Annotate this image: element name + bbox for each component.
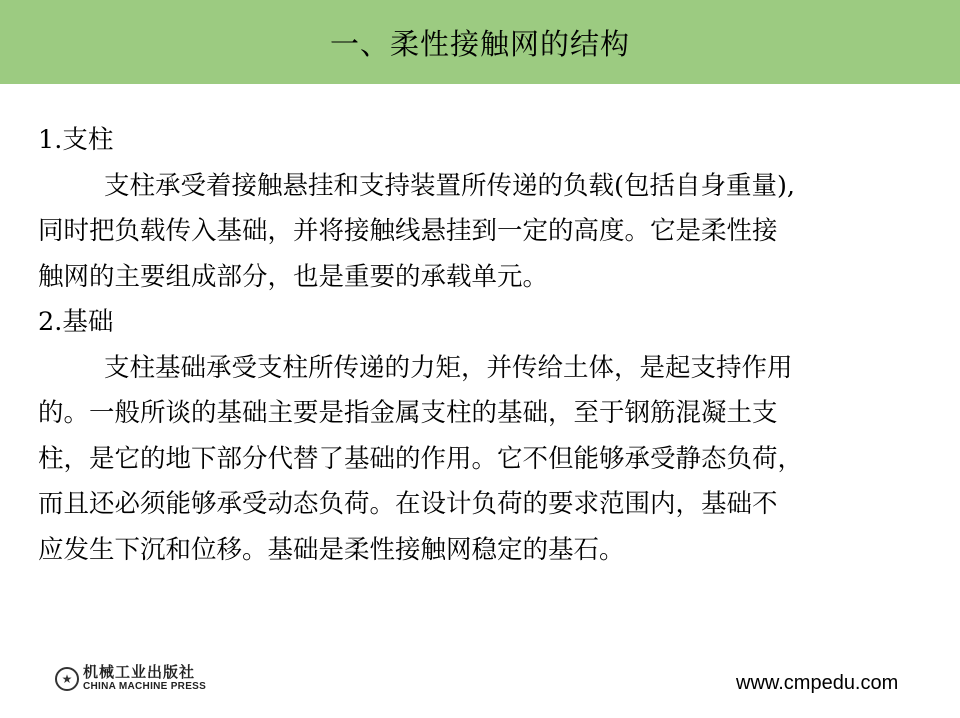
paragraph-line: 而且还必须能够承受动态负荷。在设计负荷的要求范围内，基础不 <box>38 489 778 519</box>
website-url: www.cmpedu.com <box>736 672 899 694</box>
publisher-logo <box>55 664 206 693</box>
paragraph-line: 的。一般所谈的基础主要是指金属支柱的基础，至于钢筋混凝土支 <box>38 398 778 428</box>
paragraph-line: 触网的主要组成部分，也是重要的承载单元。 <box>38 261 549 292</box>
title-bar <box>0 0 960 84</box>
heading-foundation: 2.基础 <box>38 307 114 337</box>
heading-pillar: 1.支柱 <box>38 125 114 155</box>
paragraph-line: 支柱承受着接触悬挂和支持装置所传递的负载(包括自身重量), <box>104 170 796 201</box>
paragraph-line: 同时把负载传入基础，并将接触线悬挂到一定的高度。它是柔性接 <box>38 216 778 246</box>
paragraph-line: 应发生下沉和位移。基础是柔性接触网稳定的基石。 <box>38 534 625 565</box>
paragraph-line: 支柱基础承受支柱所传递的力矩，并传给土体，是起支持作用 <box>104 352 793 383</box>
publisher-emblem-icon: ★ <box>55 667 79 691</box>
publisher-name-cn: 机械工业出版社 <box>83 663 196 681</box>
slide-title: 一、柔性接触网的结构 <box>329 26 630 61</box>
paragraph-line: 柱，是它的地下部分代替了基础的作用。它不但能够承受静态负荷， <box>38 443 804 474</box>
slide-body <box>38 118 918 573</box>
publisher-name-en: CHINA MACHINE PRESS <box>83 681 207 692</box>
